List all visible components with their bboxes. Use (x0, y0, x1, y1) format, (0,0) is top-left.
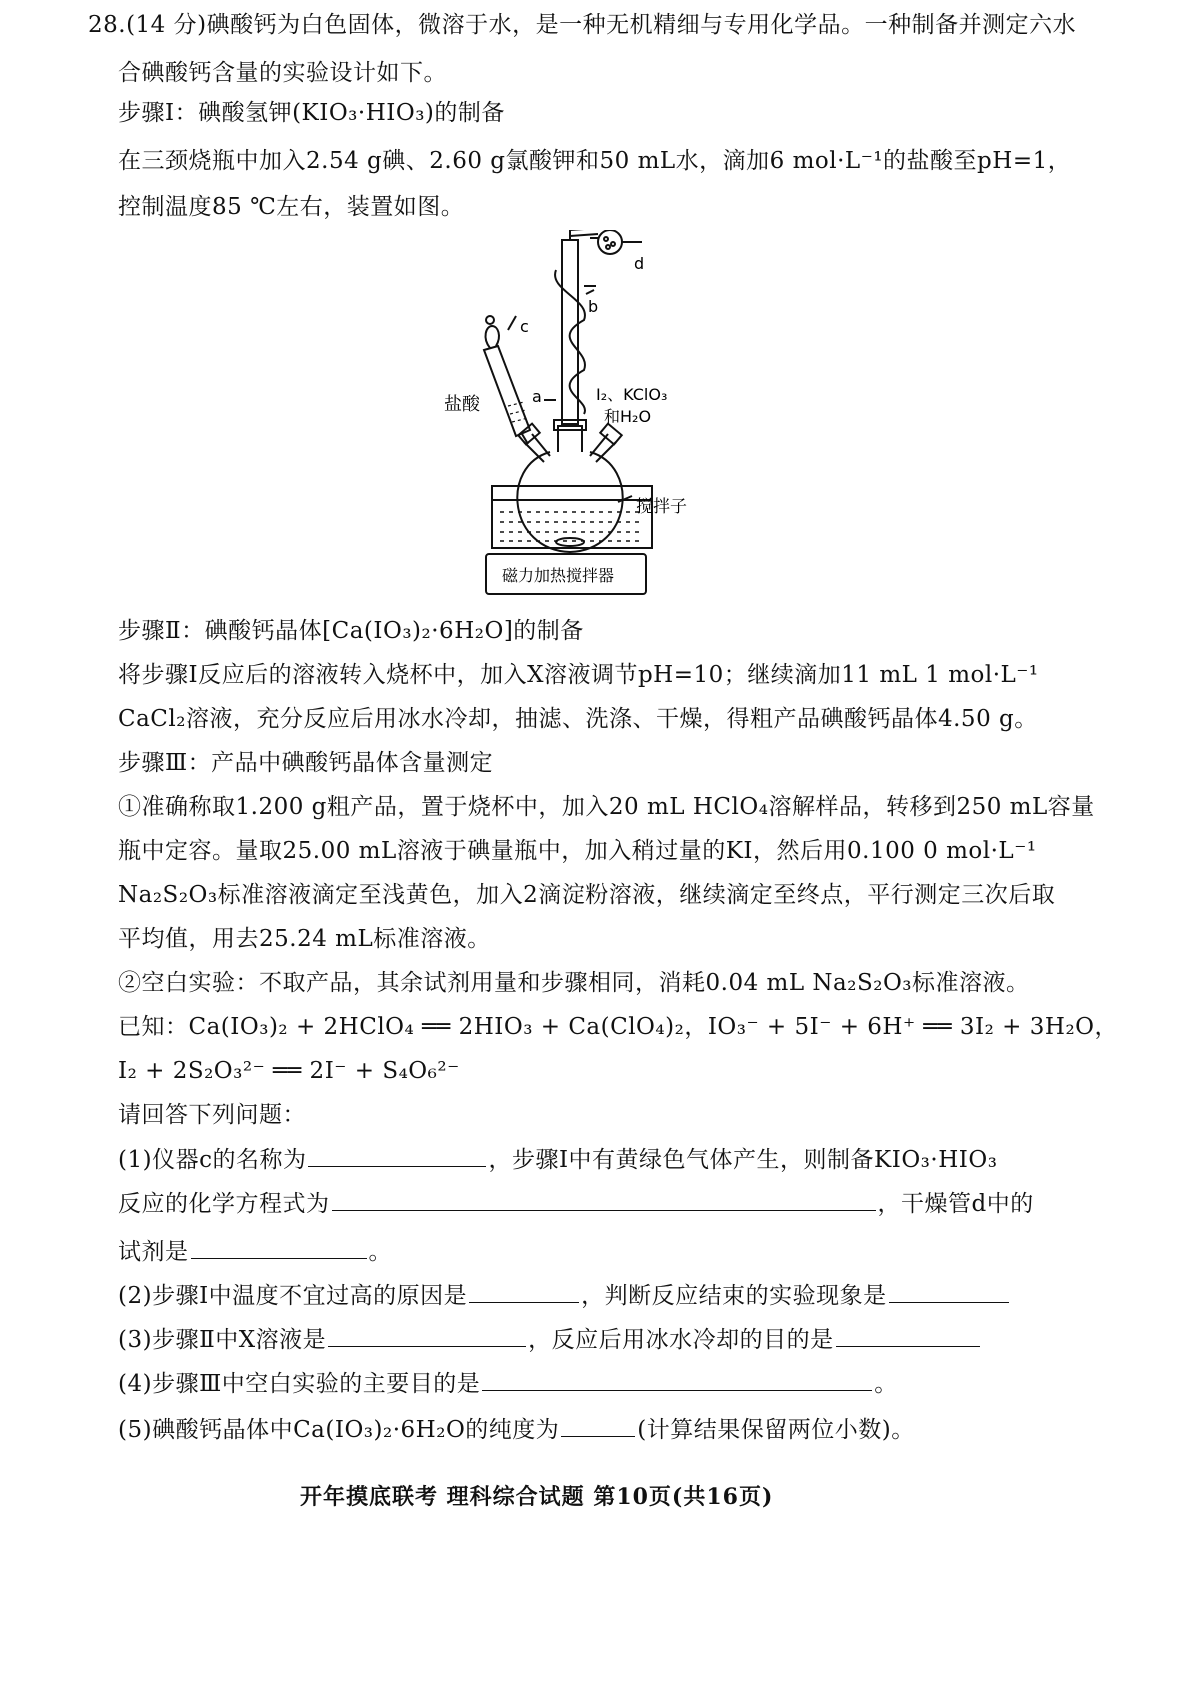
q2-text-a: (2)步骤Ⅰ中温度不宜过高的原因是 (118, 1283, 468, 1309)
q1-answer-blank-2[interactable] (332, 1188, 876, 1211)
question-1-line-3 (118, 1236, 392, 1267)
label-reagents-1: I₂、KClO₃ (596, 385, 668, 404)
step3-p1-line-4: 平均值，用去25.24 mL标准溶液。 (118, 926, 491, 952)
q3-text-b: ，反应后用冰水冷却的目的是 (528, 1327, 834, 1353)
q4-text-b: 。 (874, 1371, 898, 1397)
q1-text-e: 试剂是 (118, 1239, 189, 1265)
q3-answer-blank-1[interactable] (328, 1324, 526, 1347)
q3-answer-blank-2[interactable] (836, 1324, 980, 1347)
q4-text-a: (4)步骤Ⅲ中空白实验的主要目的是 (118, 1371, 481, 1397)
step1-text-2: 控制温度85 ℃左右，装置如图。 (118, 194, 465, 220)
q5-text-a: (5)碘酸钙晶体中Ca(IO₃)₂·6H₂O的纯度为 (118, 1417, 560, 1443)
known-equations-1: 已知：Ca(IO₃)₂ + 2HClO₄ ══ 2HIO₃ + Ca(ClO₄)₂，IO₃⁻ + 5I⁻ + 6H⁺ ══ 3I₂ + 3H₂O， (118, 1014, 1119, 1040)
questions-prompt: 请回答下列问题： (118, 1102, 306, 1128)
label-b: b (588, 297, 599, 316)
step2-title: 步骤Ⅱ：碘酸钙晶体[Ca(IO₃)₂·6H₂O]的制备 (118, 618, 584, 644)
q3-text-a: (3)步骤Ⅱ中X溶液是 (118, 1327, 327, 1353)
step1-title: 步骤Ⅰ：碘酸氢钾(KIO₃·HIO₃)的制备 (118, 100, 505, 126)
q2-text-b: ，判断反应结束的实验现象是 (581, 1283, 887, 1309)
q1-answer-blank-3[interactable] (191, 1236, 367, 1259)
question-2 (118, 1280, 1011, 1311)
label-hcl: 盐酸 (444, 394, 480, 415)
step3-title: 步骤Ⅲ：产品中碘酸钙晶体含量测定 (118, 750, 494, 776)
known-equations-2: I₂ + 2S₂O₃²⁻ ══ 2I⁻ + S₄O₆²⁻ (118, 1058, 460, 1084)
q1-text-f: 。 (368, 1239, 392, 1265)
label-stirbar: 搅拌子 (636, 497, 687, 517)
question-intro-text: 碘酸钙为白色固体，微溶于水，是一种无机精细与专用化学品。一种制备并测定六水 (206, 12, 1077, 38)
drying-tube (598, 230, 622, 254)
q5-text-b: (计算结果保留两位小数)。 (637, 1417, 915, 1443)
q1-text-c: 反应的化学方程式为 (118, 1191, 330, 1217)
question-3 (118, 1324, 982, 1355)
question-4 (118, 1368, 898, 1399)
label-c: c (520, 317, 529, 336)
question-1-line-1 (118, 1144, 997, 1175)
step1-text-1: 在三颈烧瓶中加入2.54 g碘、2.60 g氯酸钾和50 mL水，滴加6 mol·L⁻¹的盐酸至pH=1， (118, 148, 1072, 174)
step3-blank-experiment: ②空白实验：不取产品，其余试剂用量和步骤相同，消耗0.04 mL Na₂S₂O₃标准溶液。 (118, 970, 1030, 996)
question-intro-line-2: 合碘酸钙含量的实验设计如下。 (118, 60, 447, 86)
question-5 (118, 1414, 915, 1445)
q2-answer-blank-2[interactable] (889, 1280, 1009, 1303)
q1-answer-blank-1[interactable] (308, 1144, 486, 1167)
label-a: a (532, 387, 542, 406)
q5-answer-blank[interactable] (561, 1414, 635, 1437)
q4-answer-blank[interactable] (482, 1368, 872, 1391)
label-reagents-2: 和H₂O (604, 407, 652, 426)
step2-text-2: CaCl₂溶液，充分反应后用冰水冷却，抽滤、洗涤、干燥，得粗产品碘酸钙晶体4.50 g。 (118, 706, 1038, 732)
question-1-line-2 (118, 1188, 1034, 1219)
page-footer: 开年摸底联考 理科综合试题 第10页(共16页) (300, 1484, 774, 1510)
step2-text-1: 将步骤Ⅰ反应后的溶液转入烧杯中，加入X溶液调节pH=10；继续滴加11 mL 1 mol·L⁻¹ (118, 662, 1039, 688)
q1-text-d: ，干燥管d中的 (877, 1191, 1034, 1217)
dropping-funnel (484, 346, 530, 436)
question-intro-line-1 (88, 10, 1076, 40)
step3-p1-line-3: Na₂S₂O₃标准溶液滴定至浅黄色，加入2滴淀粉溶液，继续滴定至终点，平行测定三次后取 (118, 882, 1056, 908)
q1-text-a: (1)仪器c的名称为 (118, 1147, 307, 1173)
q2-answer-blank-1[interactable] (469, 1280, 579, 1303)
step3-p1-line-2: 瓶中定容。量取25.00 mL溶液于碘量瓶中，加入稍过量的KI，然后用0.100 0 mol·L⁻¹ (118, 838, 1037, 864)
label-stirrer: 磁力加热搅拌器 (502, 566, 615, 585)
q1-text-b: ，步骤Ⅰ中有黄绿色气体产生，则制备KIO₃·HIO₃ (488, 1147, 998, 1173)
question-number: 28.(14 分) (88, 12, 207, 38)
label-d: d (634, 254, 645, 273)
step3-p1-line-1: ①准确称取1.200 g粗产品，置于烧杯中，加入20 mL HClO₄溶解样品，转移到250 mL容量 (118, 794, 1095, 820)
apparatus-diagram (420, 230, 760, 600)
